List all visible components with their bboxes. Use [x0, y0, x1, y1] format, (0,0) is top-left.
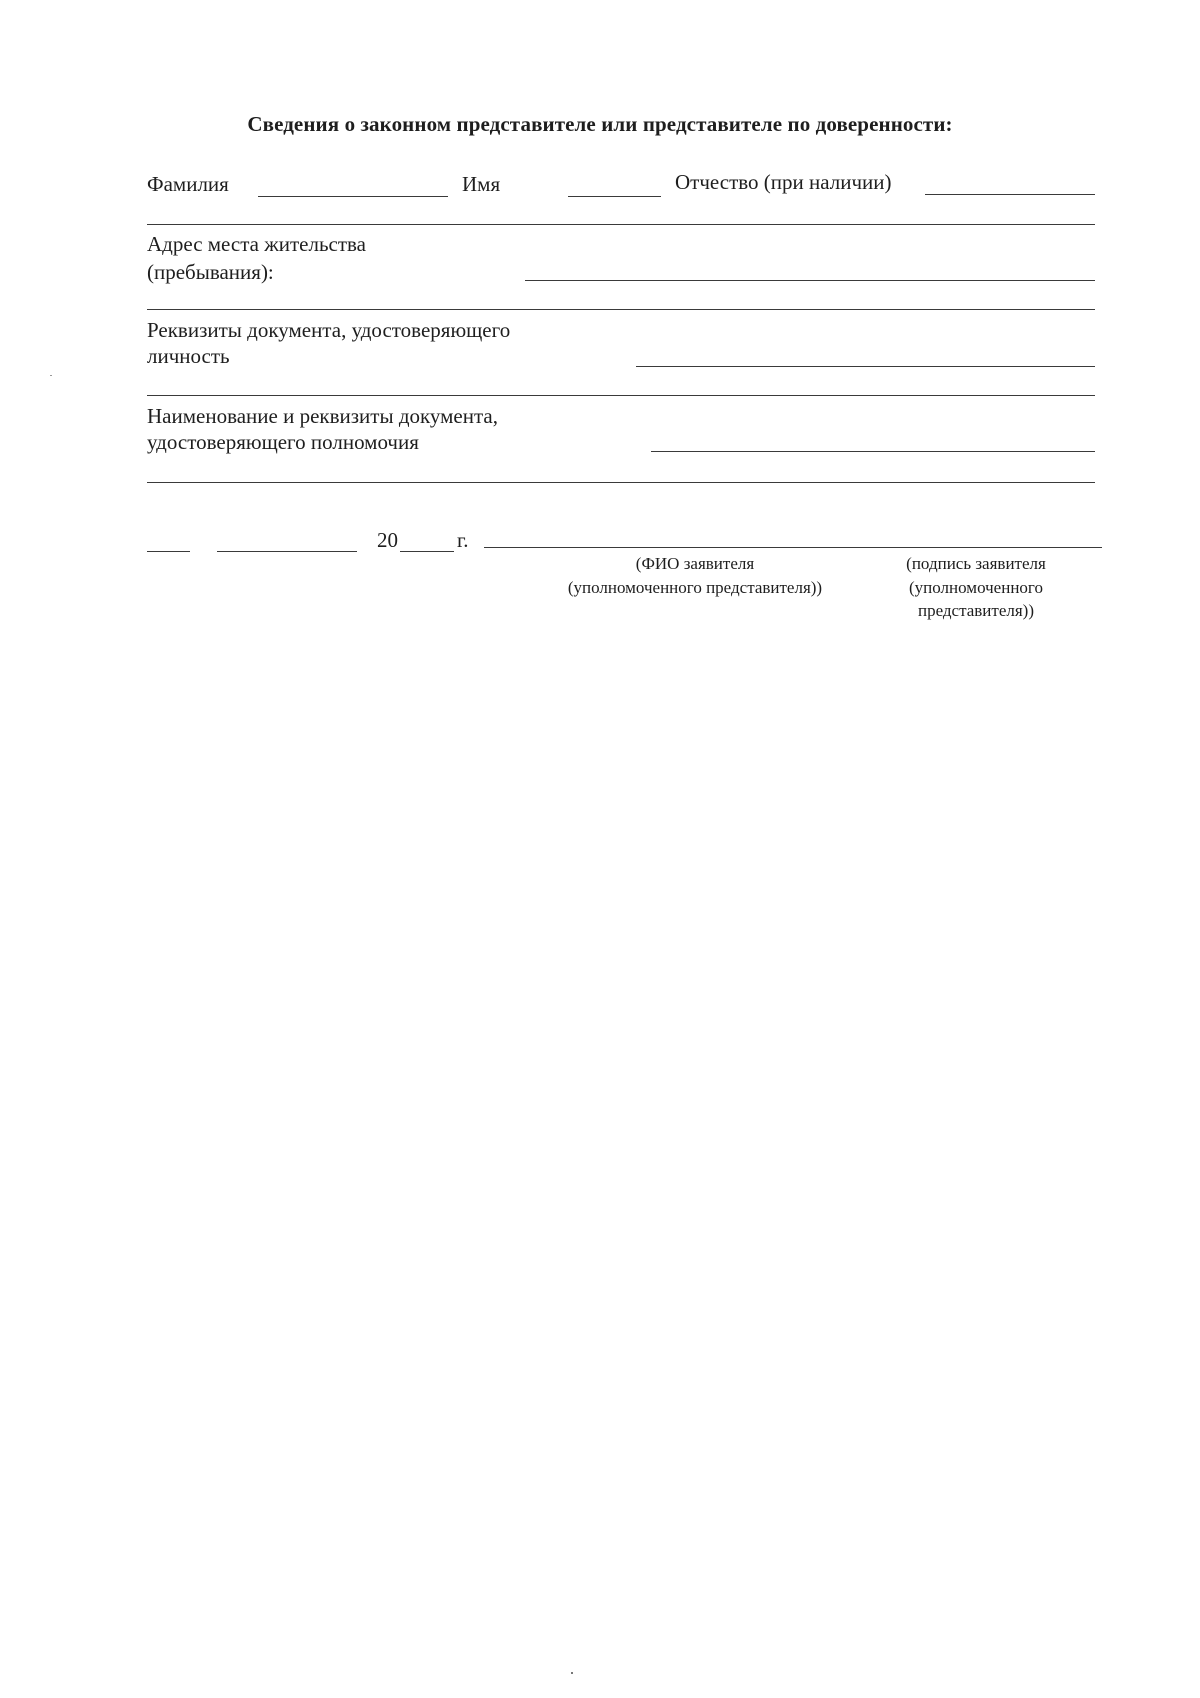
patronymic-label: Отчество (при наличии) — [675, 170, 892, 194]
authority-doc-label-line2: удостоверяющего полномочия — [147, 430, 419, 454]
fio-caption-line1: (ФИО заявителя — [635, 554, 755, 573]
first-name-field[interactable] — [568, 196, 661, 197]
identity-doc-field[interactable] — [636, 366, 1095, 367]
surname-field[interactable] — [258, 196, 448, 197]
signature-caption-line2: (уполномоченного — [909, 578, 1043, 597]
date-year-field[interactable] — [400, 551, 454, 552]
scan-speck — [571, 1672, 573, 1674]
first-name-label: Имя — [462, 172, 501, 196]
year-suffix: г. — [457, 528, 469, 552]
address-label-line1: Адрес места жительства — [147, 232, 366, 256]
name-continuation-line[interactable] — [147, 224, 1095, 225]
patronymic-field[interactable] — [925, 194, 1095, 195]
scan-speck — [50, 375, 52, 376]
form-title: Сведения о законном представителе или представителе по доверенности: — [247, 112, 953, 136]
signature-caption-line3: представителя)) — [917, 601, 1035, 620]
authority-doc-continuation-line[interactable] — [147, 482, 1095, 483]
authority-doc-label-line1: Наименование и реквизиты документа, — [147, 404, 498, 428]
identity-doc-continuation-line[interactable] — [147, 395, 1095, 396]
identity-doc-label-line1: Реквизиты документа, удостоверяющего — [147, 318, 511, 342]
year-prefix: 20 — [377, 528, 398, 552]
address-field[interactable] — [525, 280, 1095, 281]
authority-doc-field[interactable] — [651, 451, 1095, 452]
address-label-line2: (пребывания): — [147, 260, 274, 284]
fio-signature-field[interactable] — [484, 547, 1102, 548]
address-continuation-line[interactable] — [147, 309, 1095, 310]
signature-caption-line1: (подпись заявителя — [906, 554, 1046, 573]
surname-label: Фамилия — [147, 172, 229, 196]
date-month-field[interactable] — [217, 551, 357, 552]
fio-caption-line2: (уполномоченного представителя)) — [567, 578, 823, 597]
identity-doc-label-line2: личность — [147, 344, 230, 368]
date-day-field[interactable] — [147, 551, 190, 552]
